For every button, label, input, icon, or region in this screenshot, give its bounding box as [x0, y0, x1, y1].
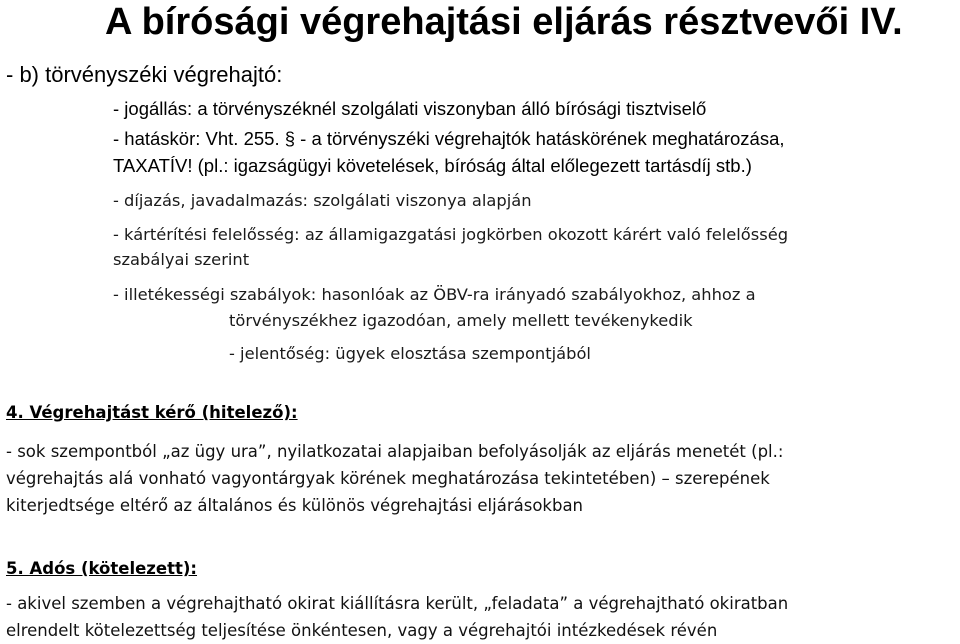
section-5-heading: 5. Adós (kötelezett): [6, 559, 198, 578]
section-5-line-2: elrendelt kötelezettség teljesítése önkéntesen, vagy a végrehajtói intézkedések révén [6, 621, 718, 640]
illetekessegi-line-1: - illetékességi szabályok: hasonlóak az ÖBV-ra irányadó szabályokhoz, ahhoz a [113, 285, 756, 304]
section-4-heading: 4. Végrehajtást kérő (hitelező): [6, 403, 298, 422]
jogallas-line: - jogállás: a törvényszéknél szolgálati viszonyban álló bírósági tisztviselő [113, 98, 707, 119]
section-5-line-1: - akivel szemben a végrehajtható okirat kiállításra került, „feladata” a végrehajtható okiratban [6, 594, 789, 613]
hataskor-line-1: - hatáskör: Vht. 255. § - a törvényszéki végrehajtók hatáskörének meghatározása, [113, 128, 785, 149]
section-4-line-2: végrehajtás alá vonható vagyontárgyak körének meghatározása tekintetében) – szerepének [6, 469, 770, 488]
hataskor-line-2: TAXATÍV! (pl.: igazságügyi követelések, bíróság által előlegezett tartásdíj stb.) [113, 155, 752, 176]
section-4-line-3: kiterjedtsége eltérő az általános és különös végrehajtási eljárásokban [6, 496, 584, 515]
dijazas-line: - díjazás, javadalmazás: szolgálati viszonya alapján [113, 191, 532, 210]
jelentoseg-line: - jelentőség: ügyek elosztása szempontjából [229, 344, 591, 363]
section-b-heading: - b) törvényszéki végrehajtó: [6, 62, 283, 87]
illetekessegi-line-2: törvényszékhez igazodóan, amely mellett tevékenykedik [229, 311, 693, 330]
slide-title: A bírósági végrehajtási eljárás résztvevői IV. [105, 1, 903, 43]
karterites-line-2: szabályai szerint [113, 250, 250, 269]
section-4-line-1: - sok szempontból „az ügy ura”, nyilatkozatai alapjaiban befolyásolják az eljárás menetét (pl.: [6, 442, 784, 461]
karterites-line-1: - kártérítési felelősség: az államigazgatási jogkörben okozott kárért való felelősség [113, 225, 789, 244]
